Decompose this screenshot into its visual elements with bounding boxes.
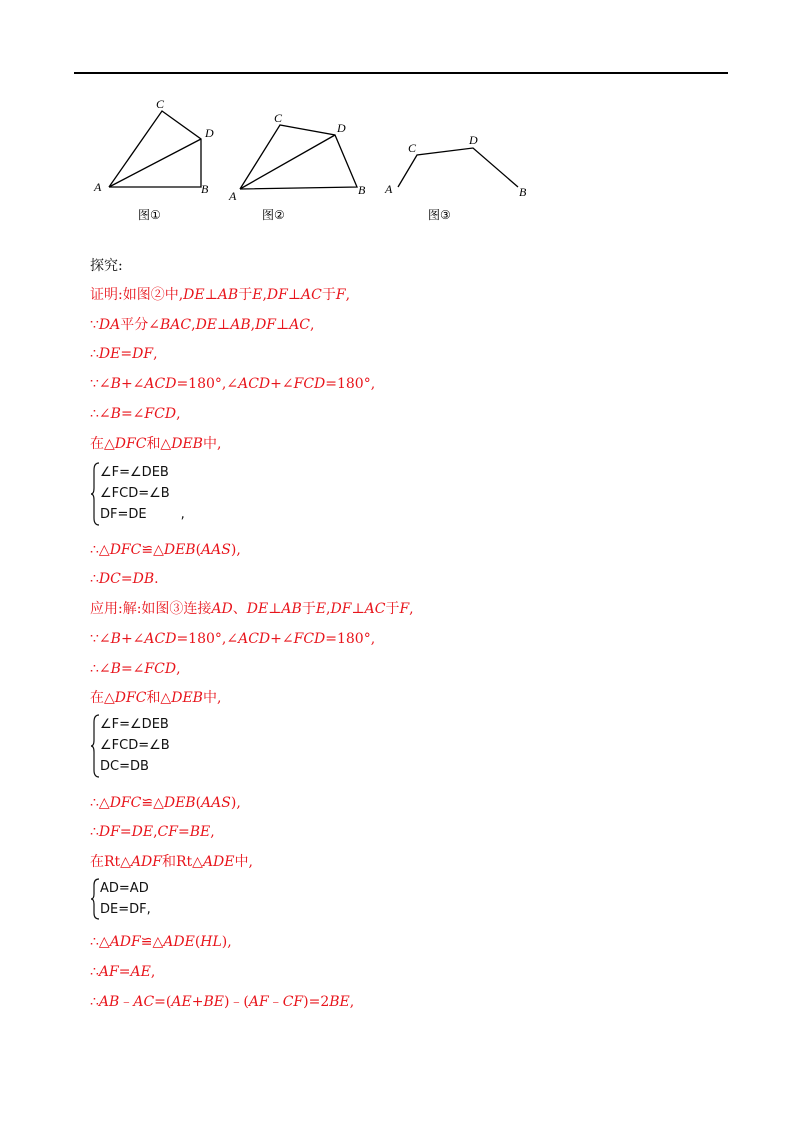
- apply-line-7: 在Rt△ADF和Rt△ADE中,: [90, 854, 253, 870]
- fig3-label-d: D: [469, 133, 478, 147]
- fig1-label-c: C: [156, 97, 165, 111]
- explore-line-2: ∵DA平分∠BAC,DE⊥AB,DF⊥AC,: [90, 317, 315, 333]
- fig2-label-a: A: [229, 189, 237, 203]
- explore-line-7: ∴△DFC≌△DEB(AAS),: [90, 542, 241, 558]
- explore-line-8: ∴DC=DB.: [90, 571, 159, 587]
- explore-line-4: ∵∠B+∠ACD=180°,∠ACD+∠FCD=180°,: [90, 376, 376, 392]
- left-brace-icon: [90, 878, 100, 920]
- explore-line-6: 在△DFC和△DEB中,: [90, 436, 222, 452]
- fig2-label-b: B: [358, 183, 366, 197]
- fig1-caption: 图①: [138, 208, 161, 222]
- system-row-1: AD=AD: [100, 881, 149, 896]
- system-row-2: ∠FCD=∠B: [100, 486, 170, 501]
- apply-line-9: ∴AF=AE,: [90, 964, 156, 980]
- apply-equation-system-2: [90, 878, 210, 922]
- fig3-label-b: B: [519, 185, 527, 199]
- fig2-caption: 图②: [262, 208, 285, 222]
- explore-equation-system: [90, 462, 210, 528]
- fig3-label-a: A: [385, 182, 393, 196]
- fig1-diagonal-ad: [109, 139, 201, 187]
- fig2-diagonal-ad: [240, 135, 335, 189]
- fig1-label-d: D: [205, 126, 214, 140]
- apply-equation-system-1: [90, 714, 210, 780]
- system-row-3: DC=DB: [100, 759, 149, 774]
- system-row-1: ∠F=∠DEB: [100, 717, 169, 732]
- apply-line-4: 在△DFC和△DEB中,: [90, 690, 222, 706]
- apply-line-1: 应用:解:如图③连接AD、DE⊥AB于E,DF⊥AC于F,: [90, 601, 414, 617]
- fig3-label-c: C: [408, 141, 417, 155]
- fig2-label-c: C: [274, 111, 283, 125]
- header-rule: [74, 72, 728, 74]
- explore-line-5: ∴∠B=∠FCD,: [90, 406, 181, 422]
- fig1-label-b: B: [201, 182, 209, 196]
- fig2-label-d: D: [337, 121, 346, 135]
- system-row-1: ∠F=∠DEB: [100, 465, 169, 480]
- left-brace-icon: [90, 714, 100, 778]
- system-row-2: ∠FCD=∠B: [100, 738, 170, 753]
- apply-line-5: ∴△DFC≌△DEB(AAS),: [90, 795, 241, 811]
- apply-line-8: ∴△ADF≌△ADE(HL),: [90, 934, 232, 950]
- left-brace-icon: [90, 462, 100, 526]
- geometry-figures: [88, 92, 548, 232]
- system-row-2: DE=DF,: [100, 902, 151, 917]
- apply-line-6: ∴DF=DE,CF=BE,: [90, 824, 215, 840]
- explore-line-1: 证明:如图②中,DE⊥AB于E,DF⊥AC于F,: [90, 287, 351, 303]
- fig3-caption: 图③: [428, 208, 451, 222]
- figure-1: [109, 111, 201, 187]
- explore-line-3: ∴DE=DF,: [90, 346, 158, 362]
- fig1-label-a: A: [94, 180, 102, 194]
- fig1-outline: [109, 111, 201, 187]
- system-row-3: DF=DE ,: [100, 507, 185, 522]
- explore-heading: 探究:: [90, 258, 123, 274]
- apply-line-3: ∴∠B=∠FCD,: [90, 661, 181, 677]
- apply-line-10: ∴AB﹣AC=(AE+BE)﹣(AF﹣CF)=2BE,: [90, 994, 355, 1010]
- apply-line-2: ∵∠B+∠ACD=180°,∠ACD+∠FCD=180°,: [90, 631, 376, 647]
